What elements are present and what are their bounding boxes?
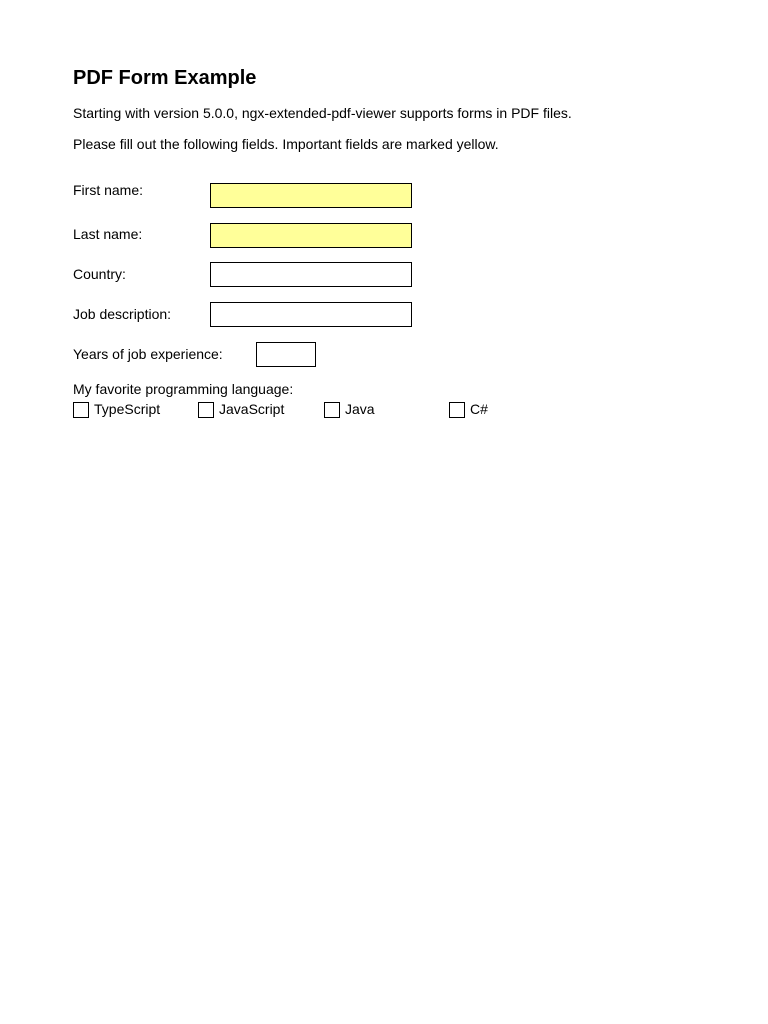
favorite-language-label: My favorite programming language: (73, 381, 294, 397)
last-name-label: Last name: (73, 226, 143, 242)
years-experience-label: Years of job experience: (73, 346, 223, 362)
country-label: Country: (73, 266, 126, 282)
javascript-checkbox[interactable] (198, 402, 214, 418)
csharp-label: C# (470, 401, 488, 417)
years-experience-field[interactable] (256, 342, 316, 367)
page-title: PDF Form Example (73, 67, 257, 89)
csharp-checkbox[interactable] (449, 402, 465, 418)
first-name-label: First name: (73, 182, 144, 198)
java-checkbox[interactable] (324, 402, 340, 418)
job-description-label: Job description: (73, 306, 172, 322)
first-name-field[interactable] (210, 183, 412, 208)
typescript-label: TypeScript (94, 401, 161, 417)
javascript-label: JavaScript (219, 401, 285, 417)
instructions-text: Please fill out the following fields. Important fields are marked yellow. (73, 136, 499, 152)
typescript-checkbox[interactable] (73, 402, 89, 418)
job-description-field[interactable] (210, 302, 412, 327)
last-name-field[interactable] (210, 223, 412, 248)
intro-text: Starting with version 5.0.0, ngx-extended-pdf-viewer supports forms in PDF files. (73, 105, 572, 121)
java-label: Java (345, 401, 375, 417)
country-field[interactable] (210, 262, 412, 287)
